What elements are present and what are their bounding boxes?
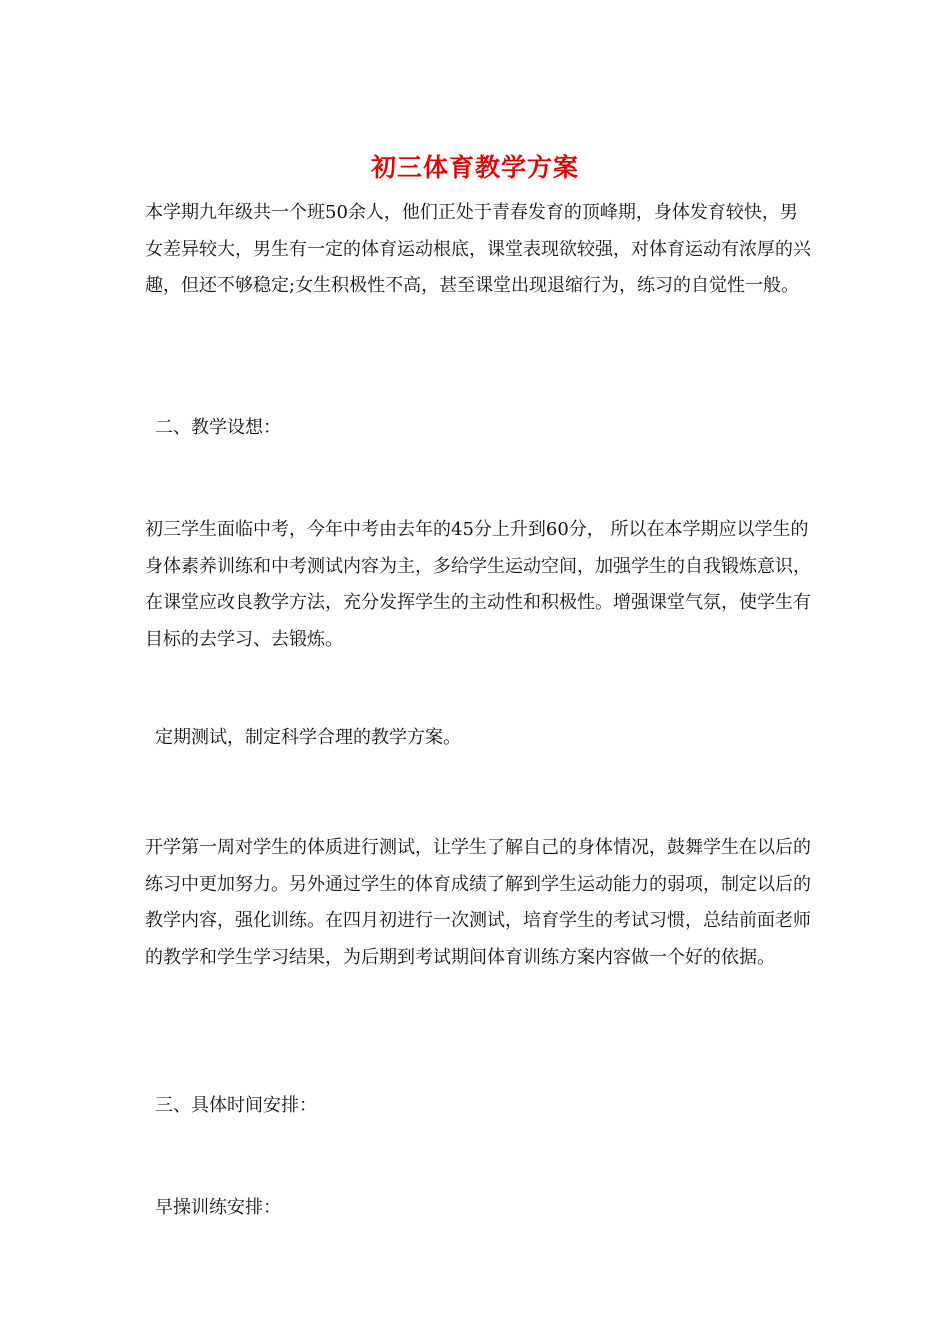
line-morning-exercise: 早操训练安排：: [155, 1197, 281, 1218]
section-heading-teaching-plan: 二、教学设想：: [155, 417, 281, 438]
paragraph-student-overview: 本学期九年级共一个班50余人，他们正处于青春发育的顶峰期，身体发育较快，男女差异较大，男生有一定的体育运动根底，课堂表现欲较强，对体育运动有浓厚的兴趣，但还不够稳定;女生积极性不高，甚至课堂出现退缩行为，练习的自觉性一般。: [145, 202, 811, 296]
line-regular-testing: 定期测试，制定科学合理的教学方案。: [155, 727, 461, 748]
paragraph-teaching-idea: 初三学生面临中考，今年中考由去年的45分上升到60分， 所以在本学期应以学生的身体素养训练和中考测试内容为主，多给学生运动空间，加强学生的自我锻炼意识，在课堂应改良教学方法，充分发挥学生的主动性和积极性。增强课堂气氛，使学生有目标的去学习、去锻炼。: [145, 519, 811, 650]
paragraph-testing-details: 开学第一周对学生的体质进行测试，让学生了解自己的身体情况，鼓舞学生在以后的练习中更加努力。另外通过学生的体育成绩了解到学生运动能力的弱项，制定以后的教学内容，强化训练。在四月初进行一次测试，培育学生的考试习惯，总结前面老师的教学和学生学习结果，为后期到考试期间体育训练方案内容做一个好的依据。: [145, 837, 811, 968]
section-heading-schedule: 三、具体时间安排：: [155, 1095, 317, 1116]
document-title: 初三体育教学方案: [370, 153, 579, 182]
